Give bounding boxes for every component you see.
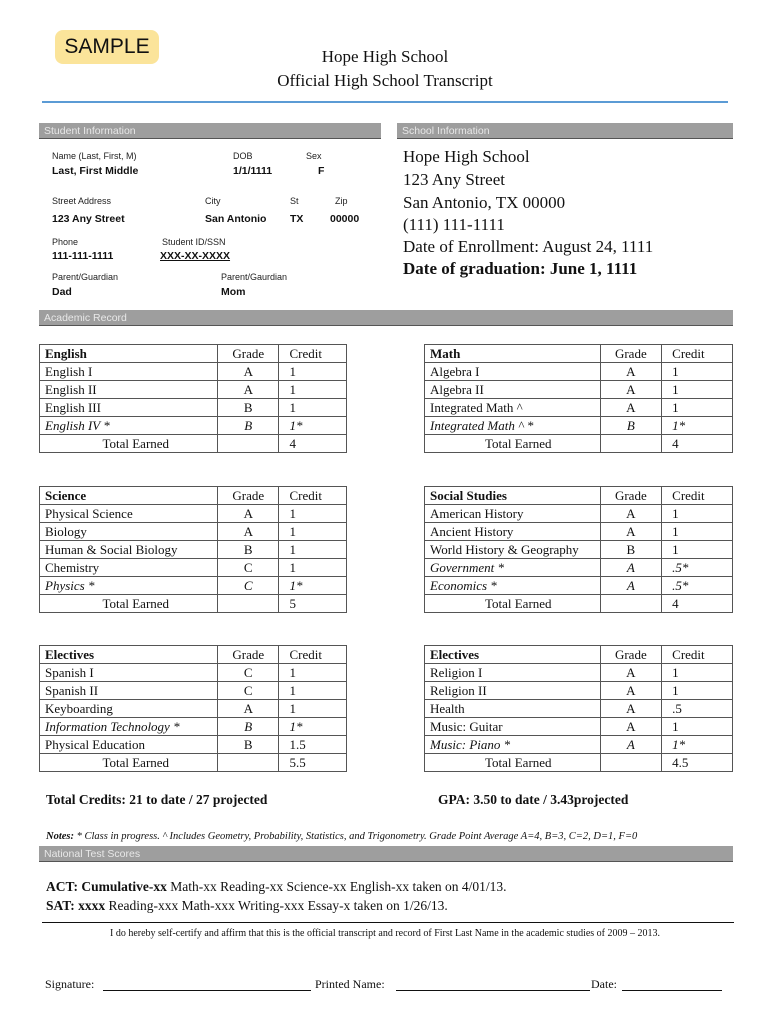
course-credit: 1: [279, 559, 347, 577]
course-credit: 1: [279, 541, 347, 559]
course-credit: .5*: [662, 559, 733, 577]
course-row: [40, 577, 347, 595]
sat-scores: [46, 898, 448, 914]
subject-heading: Electives: [425, 646, 601, 664]
course-row: [40, 381, 347, 399]
course-name: Keyboarding: [40, 700, 218, 718]
certification-statement: I do hereby self-certify and affirm that this is the official transcript and record of First Last Name in the academic studies of 2009 – 2013.: [109, 928, 661, 939]
course-name: Spanish I: [40, 664, 218, 682]
course-name: Algebra II: [425, 381, 601, 399]
course-name: Information Technology *: [40, 718, 218, 736]
sample-badge: SAMPLE: [55, 30, 159, 64]
table-header-row: [40, 345, 347, 363]
phone-value: 111-111-1111: [52, 250, 114, 262]
date-field[interactable]: [622, 990, 722, 991]
school-street: 123 Any Street: [403, 170, 505, 189]
course-name: World History & Geography: [425, 541, 601, 559]
course-name: English IV *: [40, 417, 218, 435]
state-label: St: [290, 196, 299, 206]
course-name: English III: [40, 399, 218, 417]
electives-table-1: [39, 645, 347, 772]
course-row: [425, 523, 733, 541]
total-row: [425, 435, 733, 453]
course-credit: 1: [279, 363, 347, 381]
course-credit: 1*: [662, 736, 733, 754]
course-credit: 1*: [279, 577, 347, 595]
subject-heading: Science: [40, 487, 218, 505]
course-credit: 1: [279, 505, 347, 523]
course-grade: C: [218, 577, 279, 595]
grade-heading: Grade: [218, 487, 279, 505]
total-blank: [600, 435, 662, 453]
course-row: [425, 559, 733, 577]
course-credit: 1: [662, 399, 733, 417]
course-row: [425, 417, 733, 435]
test-scores-bar: National Test Scores: [39, 846, 733, 862]
course-grade: A: [218, 363, 279, 381]
course-name: Religion II: [425, 682, 601, 700]
notes-text: * Class in progress. ^ Includes Geometry, Probability, Statistics, and Trigonometry. Grade Point Average A=4, B=3, C=2, D=1, F=0: [76, 831, 638, 842]
course-credit: 1: [662, 363, 733, 381]
course-row: [40, 505, 347, 523]
course-name: Economics *: [425, 577, 601, 595]
course-name: Human & Social Biology: [40, 541, 218, 559]
course-grade: B: [218, 736, 279, 754]
subject-heading: Social Studies: [425, 487, 601, 505]
act-label: ACT: Cumulative-xx: [46, 879, 167, 894]
total-earned-value: 4.5: [662, 754, 733, 772]
course-row: [425, 718, 733, 736]
school-info-bar: School Information: [397, 123, 733, 139]
course-row: [425, 505, 733, 523]
street-label: Street Address: [52, 196, 112, 206]
school-name: Hope High School: [403, 147, 530, 166]
phone-label: Phone: [52, 237, 79, 247]
course-grade: A: [600, 399, 662, 417]
course-row: [425, 736, 733, 754]
total-blank: [600, 595, 662, 613]
course-credit: 1: [662, 523, 733, 541]
sat-label: SAT: xxxx: [46, 898, 106, 913]
grade-heading: Grade: [600, 487, 662, 505]
subject-heading: English: [40, 345, 218, 363]
act-scores: [46, 879, 507, 895]
course-credit: 1: [662, 682, 733, 700]
table-header-row: [425, 487, 733, 505]
course-credit: 1.5: [279, 736, 347, 754]
course-credit: 1: [279, 664, 347, 682]
total-earned-label: Total Earned: [425, 595, 601, 613]
course-grade: C: [218, 682, 279, 700]
english-table: [39, 344, 347, 453]
total-earned-label: Total Earned: [40, 435, 218, 453]
state-value: TX: [290, 213, 304, 225]
course-row: [425, 541, 733, 559]
course-grade: C: [218, 664, 279, 682]
course-name: Spanish II: [40, 682, 218, 700]
certification-rule: [42, 922, 734, 923]
total-earned-value: 5.5: [279, 754, 347, 772]
course-grade: A: [600, 700, 662, 718]
total-blank: [218, 754, 279, 772]
gpa: GPA: 3.50 to date / 3.43projected: [438, 792, 629, 807]
social-studies-table: [424, 486, 733, 613]
zip-value: 00000: [330, 213, 360, 225]
total-row: [40, 595, 347, 613]
course-credit: 1: [662, 505, 733, 523]
course-name: Physical Education: [40, 736, 218, 754]
guardian1-value: Dad: [52, 286, 72, 298]
table-header-row: [425, 646, 733, 664]
total-earned-value: 5: [279, 595, 347, 613]
course-name: Health: [425, 700, 601, 718]
signature-label: Signature:: [45, 977, 95, 991]
course-name: Ancient History: [425, 523, 601, 541]
course-grade: C: [218, 559, 279, 577]
course-grade: A: [600, 664, 662, 682]
school-city: San Antonio, TX 00000: [403, 193, 566, 212]
grade-heading: Grade: [218, 646, 279, 664]
course-name: Music: Piano *: [425, 736, 601, 754]
course-name: Integrated Math ^ *: [425, 417, 601, 435]
science-table: [39, 486, 347, 613]
course-credit: 1: [662, 381, 733, 399]
course-grade: A: [218, 505, 279, 523]
course-name: Physical Science: [40, 505, 218, 523]
course-credit: .5*: [662, 577, 733, 595]
student-info-bar: Student Information: [39, 123, 381, 139]
school-title: Hope High School: [321, 47, 449, 66]
grade-heading: Grade: [218, 345, 279, 363]
date-label: Date:: [591, 977, 617, 991]
signature-field[interactable]: [103, 990, 311, 991]
total-earned-value: 4: [662, 435, 733, 453]
course-credit: .5: [662, 700, 733, 718]
course-credit: 1*: [279, 718, 347, 736]
table-header-row: [40, 646, 347, 664]
course-grade: B: [218, 718, 279, 736]
course-name: Algebra I: [425, 363, 601, 381]
course-grade: A: [218, 381, 279, 399]
street-value: 123 Any Street: [52, 213, 125, 225]
course-row: [40, 718, 347, 736]
total-row: [40, 435, 347, 453]
course-name: English I: [40, 363, 218, 381]
course-credit: 1*: [279, 417, 347, 435]
course-row: [40, 559, 347, 577]
course-row: [40, 399, 347, 417]
course-credit: 1: [662, 541, 733, 559]
course-name: Religion I: [425, 664, 601, 682]
course-grade: A: [600, 682, 662, 700]
notes: [46, 831, 637, 842]
course-grade: B: [218, 541, 279, 559]
course-row: [425, 682, 733, 700]
course-grade: A: [600, 381, 662, 399]
academic-record-bar: Academic Record: [39, 310, 733, 326]
course-grade: A: [600, 363, 662, 381]
sex-label: Sex: [306, 151, 322, 161]
grade-heading: Grade: [600, 646, 662, 664]
course-credit: 1*: [662, 417, 733, 435]
grade-heading: Grade: [600, 345, 662, 363]
course-name: Chemistry: [40, 559, 218, 577]
total-earned-label: Total Earned: [425, 754, 601, 772]
total-blank: [600, 754, 662, 772]
course-row: [425, 577, 733, 595]
act-text: Math-xx Reading-xx Science-xx English-xx taken on 4/01/13.: [170, 879, 507, 894]
enrollment-date: Date of Enrollment: August 24, 1111: [403, 237, 654, 256]
course-name: Integrated Math ^: [425, 399, 601, 417]
guardian2-label: Parent/Gaurdian: [221, 272, 288, 282]
course-grade: A: [600, 736, 662, 754]
course-row: [40, 664, 347, 682]
total-blank: [218, 435, 279, 453]
course-credit: 1: [662, 718, 733, 736]
course-grade: A: [600, 523, 662, 541]
course-row: [40, 363, 347, 381]
course-row: [425, 399, 733, 417]
course-name: Biology: [40, 523, 218, 541]
course-credit: 1: [279, 399, 347, 417]
course-name: Music: Guitar: [425, 718, 601, 736]
total-earned-value: 4: [279, 435, 347, 453]
course-credit: 1: [279, 700, 347, 718]
dob-label: DOB: [233, 151, 253, 161]
printed-name-label: Printed Name:: [315, 977, 385, 991]
course-grade: B: [600, 541, 662, 559]
guardian2-value: Mom: [221, 286, 246, 298]
total-row: [425, 595, 733, 613]
course-row: [425, 381, 733, 399]
course-row: [40, 736, 347, 754]
table-header-row: [40, 487, 347, 505]
total-earned-value: 4: [662, 595, 733, 613]
course-grade: A: [600, 718, 662, 736]
subject-heading: Math: [425, 345, 601, 363]
subject-heading: Electives: [40, 646, 218, 664]
course-name: Physics *: [40, 577, 218, 595]
course-name: American History: [425, 505, 601, 523]
student-id-label: Student ID/SSN: [162, 237, 226, 247]
course-row: [425, 700, 733, 718]
course-grade: B: [600, 417, 662, 435]
course-row: [40, 417, 347, 435]
table-header-row: [425, 345, 733, 363]
notes-label: Notes:: [46, 831, 74, 842]
city-label: City: [205, 196, 221, 206]
course-grade: A: [600, 559, 662, 577]
electives-table-2: [424, 645, 733, 772]
course-row: [425, 664, 733, 682]
course-name: Government *: [425, 559, 601, 577]
course-grade: A: [218, 700, 279, 718]
guardian1-label: Parent/Guardian: [52, 272, 119, 282]
course-credit: 1: [279, 682, 347, 700]
printed-name-field[interactable]: [396, 990, 590, 991]
course-credit: 1: [662, 664, 733, 682]
total-row: [40, 754, 347, 772]
course-grade: A: [218, 523, 279, 541]
transcript-title: Official High School Transcript: [277, 71, 493, 90]
course-grade: A: [600, 577, 662, 595]
school-phone: (111) 111-1111: [403, 215, 505, 234]
course-row: [425, 363, 733, 381]
student-id-value: XXX-XX-XXXX: [160, 250, 231, 262]
graduation-date: Date of graduation: June 1, 1111: [403, 259, 638, 278]
course-credit: 1: [279, 381, 347, 399]
header-rule: [42, 101, 728, 103]
credit-heading: Credit: [662, 487, 733, 505]
dob-value: 1/1/1111: [233, 165, 273, 177]
credit-heading: Credit: [279, 487, 347, 505]
total-row: [425, 754, 733, 772]
credit-heading: Credit: [279, 345, 347, 363]
credit-heading: Credit: [662, 345, 733, 363]
math-table: [424, 344, 733, 453]
student-name: Last, First Middle: [52, 165, 139, 177]
course-row: [40, 541, 347, 559]
sat-text: Reading-xxx Math-xxx Writing-xxx Essay-x taken on 1/26/13.: [108, 898, 448, 913]
name-label: Name (Last, First, M): [52, 151, 137, 161]
course-row: [40, 700, 347, 718]
course-name: English II: [40, 381, 218, 399]
credit-heading: Credit: [662, 646, 733, 664]
total-blank: [218, 595, 279, 613]
total-earned-label: Total Earned: [40, 595, 218, 613]
total-credits: Total Credits: 21 to date / 27 projected: [46, 792, 268, 807]
course-row: [40, 523, 347, 541]
course-grade: A: [600, 505, 662, 523]
course-grade: B: [218, 399, 279, 417]
total-earned-label: Total Earned: [425, 435, 601, 453]
course-grade: B: [218, 417, 279, 435]
zip-label: Zip: [335, 196, 348, 206]
city-value: San Antonio: [205, 213, 267, 225]
credit-heading: Credit: [279, 646, 347, 664]
course-credit: 1: [279, 523, 347, 541]
course-row: [40, 682, 347, 700]
total-earned-label: Total Earned: [40, 754, 218, 772]
sex-value: F: [318, 165, 325, 177]
